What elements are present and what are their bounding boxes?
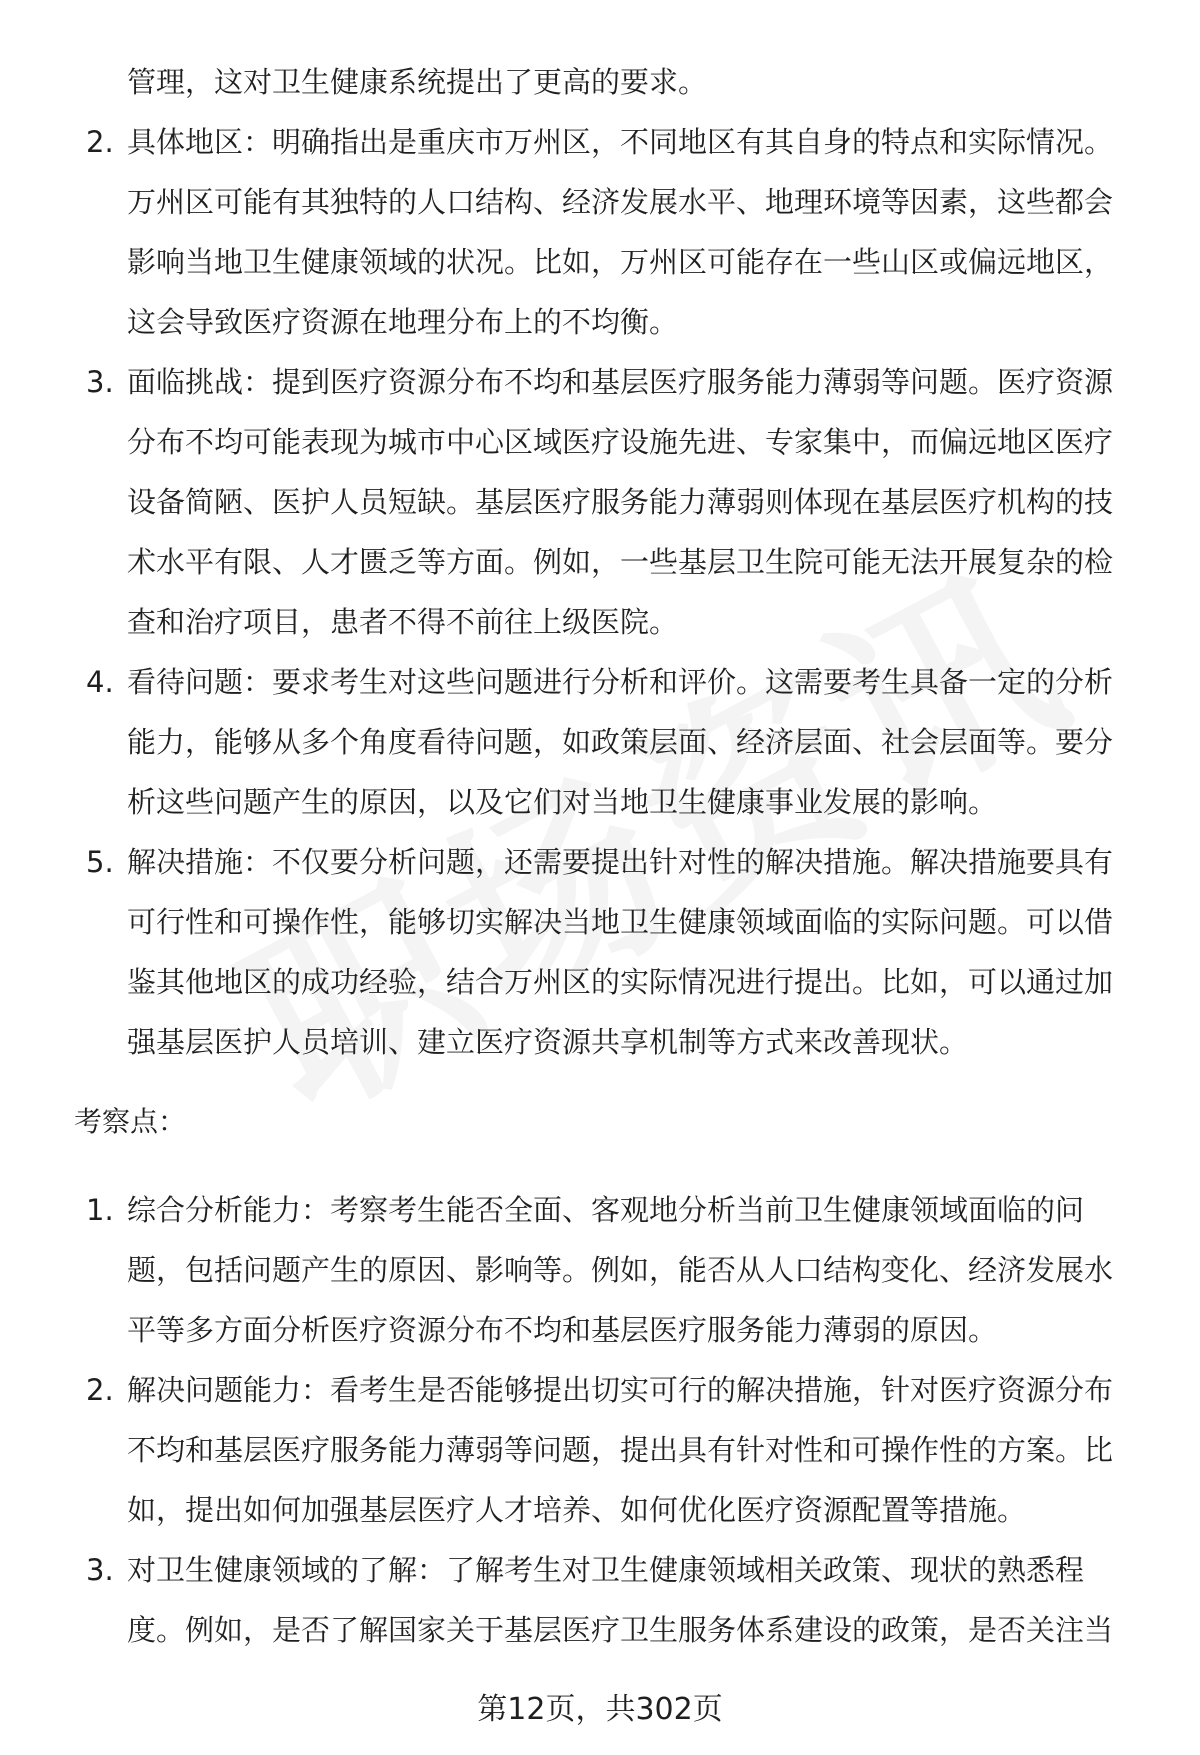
list-item-number: 2. (86, 125, 114, 159)
page-content (0, 52, 1200, 1660)
list-item-line: 这会导致医疗资源在地理分布上的不均衡。 (127, 305, 679, 339)
list-item-line: 强基层医护人员培训、建立医疗资源共享机制等方式来改善现状。 (127, 1025, 969, 1059)
numbered-list-assessment (0, 1180, 1200, 1660)
list-item-line: 度。例如，是否了解国家关于基层医疗卫生服务体系建设的政策，是否关注当 (127, 1613, 1114, 1647)
list-item-number: 2. (86, 1373, 114, 1407)
list-item-line: 平等多方面分析医疗资源分布不均和基层医疗服务能力薄弱的原因。 (127, 1313, 998, 1347)
list-item-number: 4. (86, 665, 114, 699)
list-item-line: 对卫生健康领域的了解：了解考生对卫生健康领域相关政策、现状的熟悉程 (127, 1553, 1085, 1587)
list-item (0, 112, 1200, 352)
list-item-line: 析这些问题产生的原因，以及它们对当地卫生健康事业发展的影响。 (127, 785, 998, 819)
list-item (0, 832, 1200, 1072)
list-item-line: 解决措施：不仅要分析问题，还需要提出针对性的解决措施。解决措施要具有 (127, 845, 1114, 879)
list-item-line: 能力，能够从多个角度看待问题，如政策层面、经济层面、社会层面等。要分 (127, 725, 1114, 759)
list-item-line: 查和治疗项目，患者不得不前往上级医院。 (127, 605, 679, 639)
list-item-line: 万州区可能有其独特的人口结构、经济发展水平、地理环境等因素，这些都会 (127, 185, 1114, 219)
list-item-number: 3. (86, 365, 114, 399)
list-item (0, 652, 1200, 832)
list-item-line: 如，提出如何加强基层医疗人才培养、如何优化医疗资源配置等措施。 (127, 1493, 1027, 1527)
list-item-line: 具体地区：明确指出是重庆市万州区，不同地区有其自身的特点和实际情况。 (127, 125, 1114, 159)
list-item-line: 题，包括问题产生的原因、影响等。例如，能否从人口结构变化、经济发展水 (127, 1253, 1114, 1287)
list-item (0, 1360, 1200, 1540)
list-item-line: 可行性和可操作性，能够切实解决当地卫生健康领域面临的实际问题。可以借 (127, 905, 1114, 939)
list-item-line: 设备简陋、医护人员短缺。基层医疗服务能力薄弱则体现在基层医疗机构的技 (127, 485, 1114, 519)
list-item-number: 5. (86, 845, 114, 879)
list-item (0, 1540, 1200, 1660)
list-item-line: 面临挑战：提到医疗资源分布不均和基层医疗服务能力薄弱等问题。医疗资源 (127, 365, 1114, 399)
list-item (0, 1180, 1200, 1360)
list-item (0, 352, 1200, 652)
section-heading: 考察点： (74, 1105, 187, 1138)
list-item-line: 术水平有限、人才匮乏等方面。例如，一些基层卫生院可能无法开展复杂的检 (127, 545, 1114, 579)
list-item-number: 3. (86, 1553, 114, 1587)
numbered-list-analysis (0, 112, 1200, 1072)
list-item-line: 鉴其他地区的成功经验，结合万州区的实际情况进行提出。比如，可以通过加 (127, 965, 1114, 999)
page-footer: 第12页，共302页 (477, 1692, 723, 1727)
list-item-line: 影响当地卫生健康领域的状况。比如，万州区可能存在一些山区或偏远地区， (127, 245, 1114, 279)
list-item-line: 分布不均可能表现为城市中心区域医疗设施先进、专家集中，而偏远地区医疗 (127, 425, 1114, 459)
paragraph-line: 管理，这对卫生健康系统提出了更高的要求。 (127, 65, 708, 99)
list-item-line: 看待问题：要求考生对这些问题进行分析和评价。这需要考生具备一定的分析 (127, 665, 1114, 699)
list-item-number: 1. (86, 1193, 114, 1227)
list-item-line: 解决问题能力：看考生是否能够提出切实可行的解决措施，针对医疗资源分布 (127, 1373, 1114, 1407)
list-item-line: 不均和基层医疗服务能力薄弱等问题，提出具有针对性和可操作性的方案。比 (127, 1433, 1114, 1467)
list-item-line: 综合分析能力：考察考生能否全面、客观地分析当前卫生健康领域面临的问 (127, 1193, 1085, 1227)
